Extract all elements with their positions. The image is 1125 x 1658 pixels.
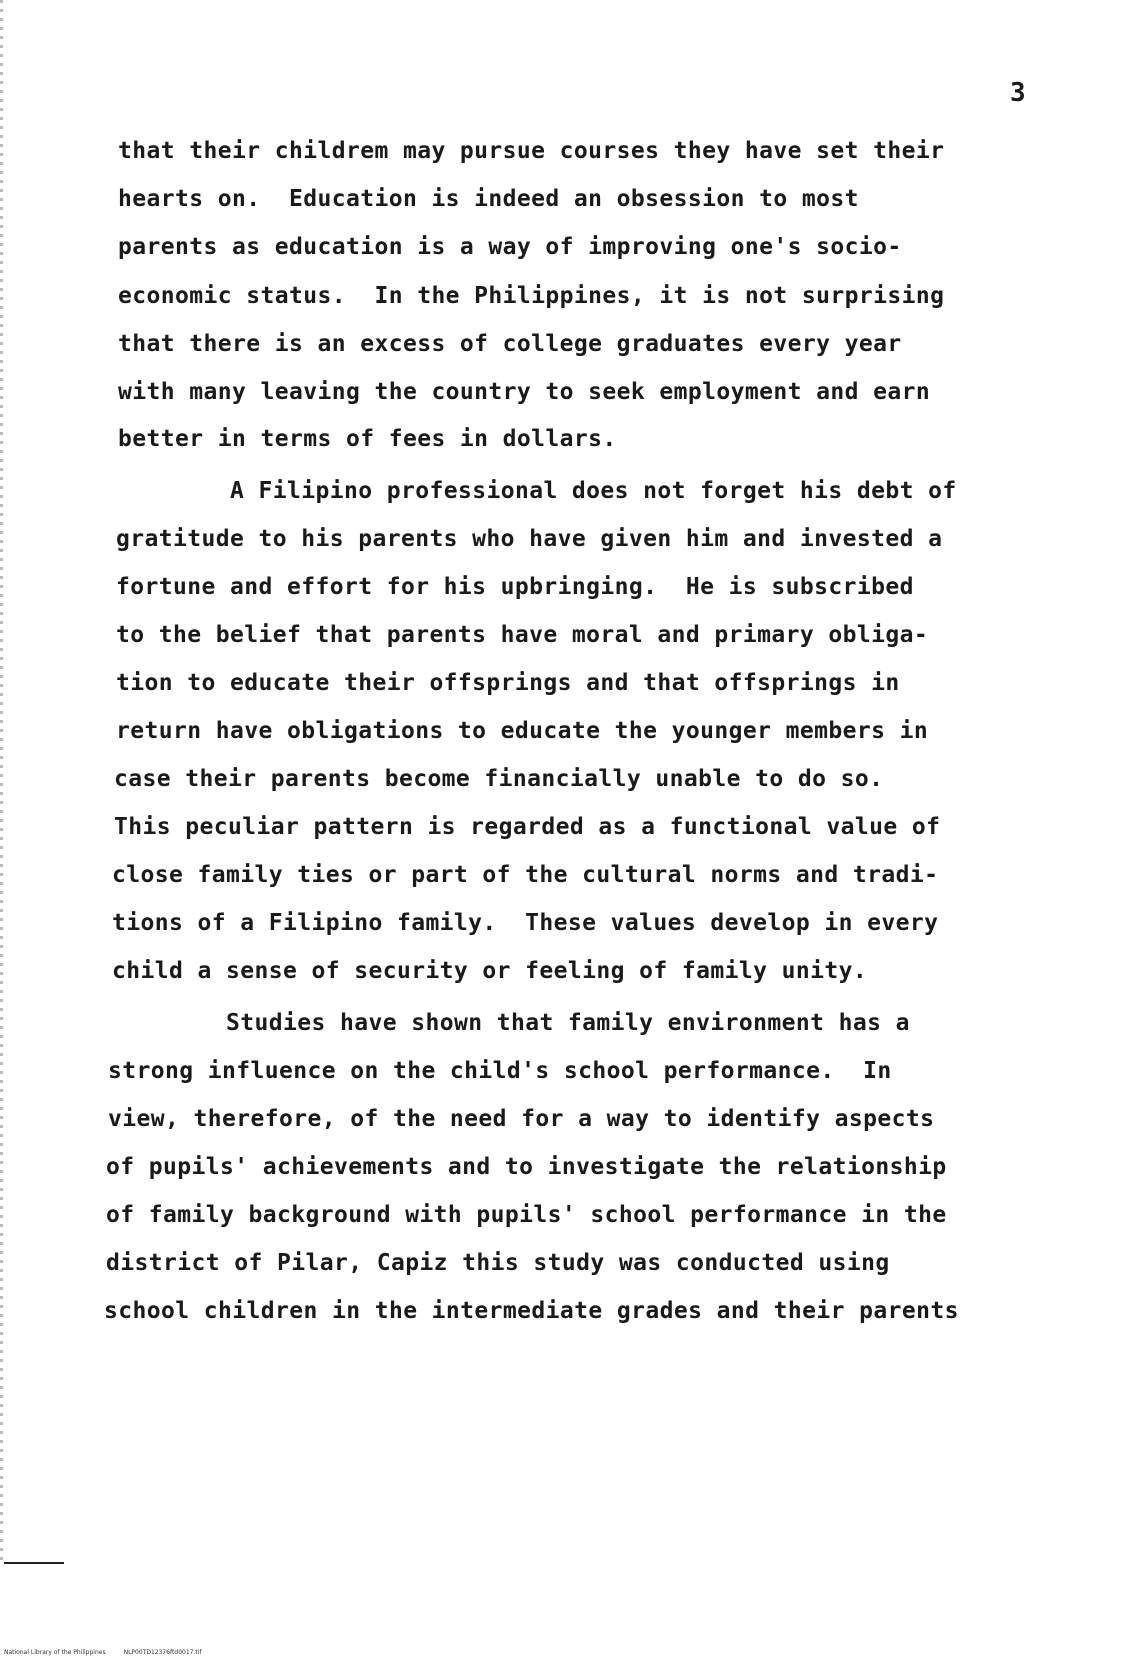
text-line: parents as education is a way of improving one's socio-: [118, 234, 902, 260]
text-line: district of Pilar, Capiz this study was conducted using: [106, 1250, 890, 1276]
text-line: of pupils' achievements and to investigate the relationship: [106, 1154, 947, 1180]
text-line: child a sense of security or feeling of family unity.: [112, 958, 868, 984]
text-line: school children in the intermediate grades and their parents: [104, 1298, 959, 1324]
text-line: better in terms of fees in dollars.: [118, 426, 617, 452]
scan-edge: [0, 0, 3, 1560]
text-line: strong influence on the child's school performance. In: [108, 1058, 892, 1084]
text-line: hearts on. Education is indeed an obsession to most: [118, 186, 859, 212]
text-line: tions of a Filipino family. These values develop in every: [112, 910, 939, 936]
text-line: return have obligations to educate the younger members in: [116, 718, 929, 744]
text-line: Studies have shown that family environment has a: [226, 1010, 910, 1036]
text-line: tion to educate their offsprings and that offsprings in: [116, 670, 900, 696]
text-line: A Filipino professional does not forget his debt of: [230, 478, 957, 504]
scan-margin-rule: [4, 1562, 64, 1564]
text-line: economic status. In the Philippines, it is not surprising: [118, 283, 945, 309]
text-line: that there is an excess of college graduates every year: [118, 331, 902, 357]
text-line: with many leaving the country to seek employment and earn: [118, 379, 931, 405]
text-line: that their childrem may pursue courses they have set their: [118, 138, 945, 164]
library-credit: National Library of the Philippines: [4, 1649, 106, 1656]
scan-footer: [4, 1649, 220, 1656]
text-line: close family ties or part of the cultural norms and tradi-: [112, 862, 939, 888]
text-line: to the belief that parents have moral and primary obliga-: [116, 622, 929, 648]
text-line: This peculiar pattern is regarded as a functional value of: [114, 814, 941, 840]
text-line: of family background with pupils' school performance in the: [106, 1202, 947, 1228]
page-number: 3: [1010, 78, 1026, 108]
file-id: NLP00TD12376ftd0017.tif: [123, 1649, 202, 1656]
text-line: case their parents become financially unable to do so.: [114, 766, 884, 792]
text-line: gratitude to his parents who have given him and invested a: [116, 526, 943, 552]
text-line: view, therefore, of the need for a way to identify aspects: [108, 1106, 935, 1132]
text-line: fortune and effort for his upbringing. He is subscribed: [116, 574, 914, 600]
